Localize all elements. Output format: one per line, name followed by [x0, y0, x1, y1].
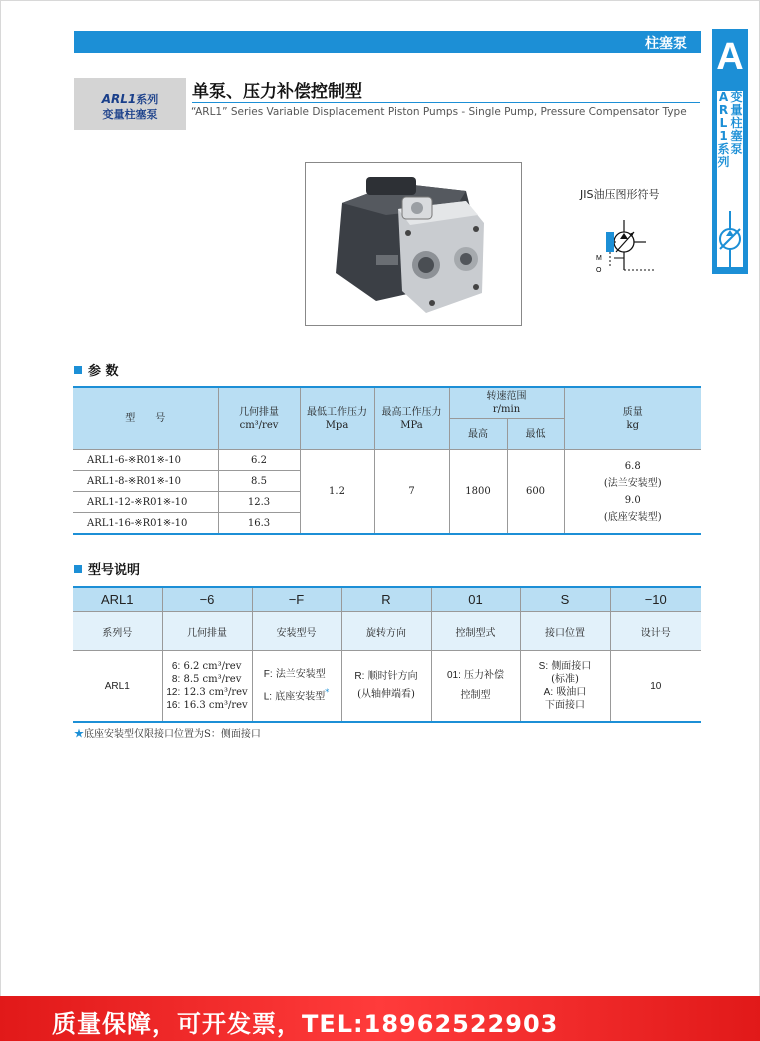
side-tab-line2: 变量柱塞泵: [730, 90, 743, 156]
page-title: 单泵、压力补偿控制型: [192, 82, 362, 102]
hydraulic-symbol-icon: [588, 218, 658, 280]
desc-displacement: 6: 6.2 cm³/rev 8: 8.5 cm³/rev 12: 12.3 cm³/rev 16: 16.3 cm³/rev: [162, 651, 252, 723]
category-bar: [74, 31, 701, 53]
name-port: 接口位置: [520, 612, 610, 651]
code-control: 01: [431, 587, 520, 612]
desc-control: 01: 压力补偿 控制型: [431, 651, 520, 723]
star-icon: ★: [74, 729, 84, 740]
name-row: [73, 612, 701, 651]
code-mounting: −F: [252, 587, 341, 612]
typecode-table: [73, 586, 701, 723]
col-max-pressure: 最高工作压力 MPa: [374, 387, 449, 450]
code-port: S: [520, 587, 610, 612]
model-cell: ARL1-6-※R01※-10: [73, 450, 218, 471]
col-displacement: 几何排量 cm³/rev: [218, 387, 300, 450]
product-photo: [305, 162, 522, 326]
name-rotation: 旋转方向: [341, 612, 431, 651]
model-cell: ARL1-12-※R01※-10: [73, 492, 218, 513]
col-mass: 质量 kg: [564, 387, 701, 450]
jis-port-m: M: [596, 255, 602, 262]
col-speed-max: 最高: [449, 419, 507, 450]
side-tab[interactable]: [712, 29, 748, 274]
col-min-pressure: 最低工作压力 Mpa: [300, 387, 374, 450]
title-divider: [192, 102, 700, 103]
jis-port-o: O: [596, 267, 602, 274]
desc-series: ARL1: [73, 651, 162, 723]
series-badge: [74, 78, 186, 130]
desc-rotation: R: 顺时针方向 (从轴伸端看): [341, 651, 431, 723]
col-speed: 转速范围 r/min: [449, 387, 564, 419]
footer-text: 质量保障，可开发票，TEL:18962522903: [52, 1010, 559, 1038]
section-square-icon: [74, 565, 82, 573]
code-displacement: −6: [162, 587, 252, 612]
section-square-icon: [74, 366, 82, 374]
model-cell: ARL1-16-※R01※-10: [73, 513, 218, 535]
displacement-cell: 16.3: [218, 513, 300, 535]
category-label: 柱塞泵: [645, 36, 687, 52]
side-tab-line1: ARL1系列: [717, 90, 730, 169]
max-pressure-cell: 7: [374, 450, 449, 535]
desc-design: 10: [610, 651, 701, 723]
description-row: [73, 651, 701, 723]
col-speed-min: 最低: [507, 419, 564, 450]
code-rotation: R: [341, 587, 431, 612]
table-row: [73, 450, 701, 471]
params-heading: 参 数: [74, 360, 119, 379]
min-pressure-cell: 1.2: [300, 450, 374, 535]
footer-banner: [0, 996, 760, 1041]
desc-port: S: 侧面接口 (标准) A: 吸油口 下面接口: [520, 651, 610, 723]
side-tab-icon-box: [717, 211, 743, 267]
series-suffix: 系列: [136, 93, 159, 106]
jis-symbol-label: JIS油压图形符号: [580, 188, 660, 201]
pump-image: [306, 163, 521, 325]
code-design: −10: [610, 587, 701, 612]
params-table: [73, 386, 701, 535]
mass-cell: 6.8 (法兰安装型) 9.0 (底座安装型): [564, 450, 701, 535]
speed-min-cell: 600: [507, 450, 564, 535]
section-letter: A: [716, 36, 744, 78]
series-subtitle: 变量柱塞泵: [102, 108, 158, 121]
col-model: 型 号: [73, 387, 218, 450]
footnote: ★底座安装型仅限接口位置为S：侧面接口: [74, 729, 261, 740]
code-series: ARL1: [73, 587, 162, 612]
model-cell: ARL1-8-※R01※-10: [73, 471, 218, 492]
name-design: 设计号: [610, 612, 701, 651]
series-name: ARL1: [101, 92, 137, 106]
displacement-cell: 12.3: [218, 492, 300, 513]
page-subtitle-en: “ARL1” Series Variable Displacement Piston Pumps - Single Pump, Pressure Compensator Type: [191, 106, 687, 118]
name-displacement: 几何排量: [162, 612, 252, 651]
pump-symbol-icon: [717, 211, 743, 267]
name-mounting: 安装型号: [252, 612, 341, 651]
typecode-heading: 型号说明: [74, 559, 140, 578]
speed-max-cell: 1800: [449, 450, 507, 535]
name-control: 控制型式: [431, 612, 520, 651]
name-series: 系列号: [73, 612, 162, 651]
displacement-cell: 6.2: [218, 450, 300, 471]
desc-mounting: F: 法兰安装型 L: 底座安装型*: [252, 651, 341, 723]
code-row: [73, 587, 701, 612]
displacement-cell: 8.5: [218, 471, 300, 492]
